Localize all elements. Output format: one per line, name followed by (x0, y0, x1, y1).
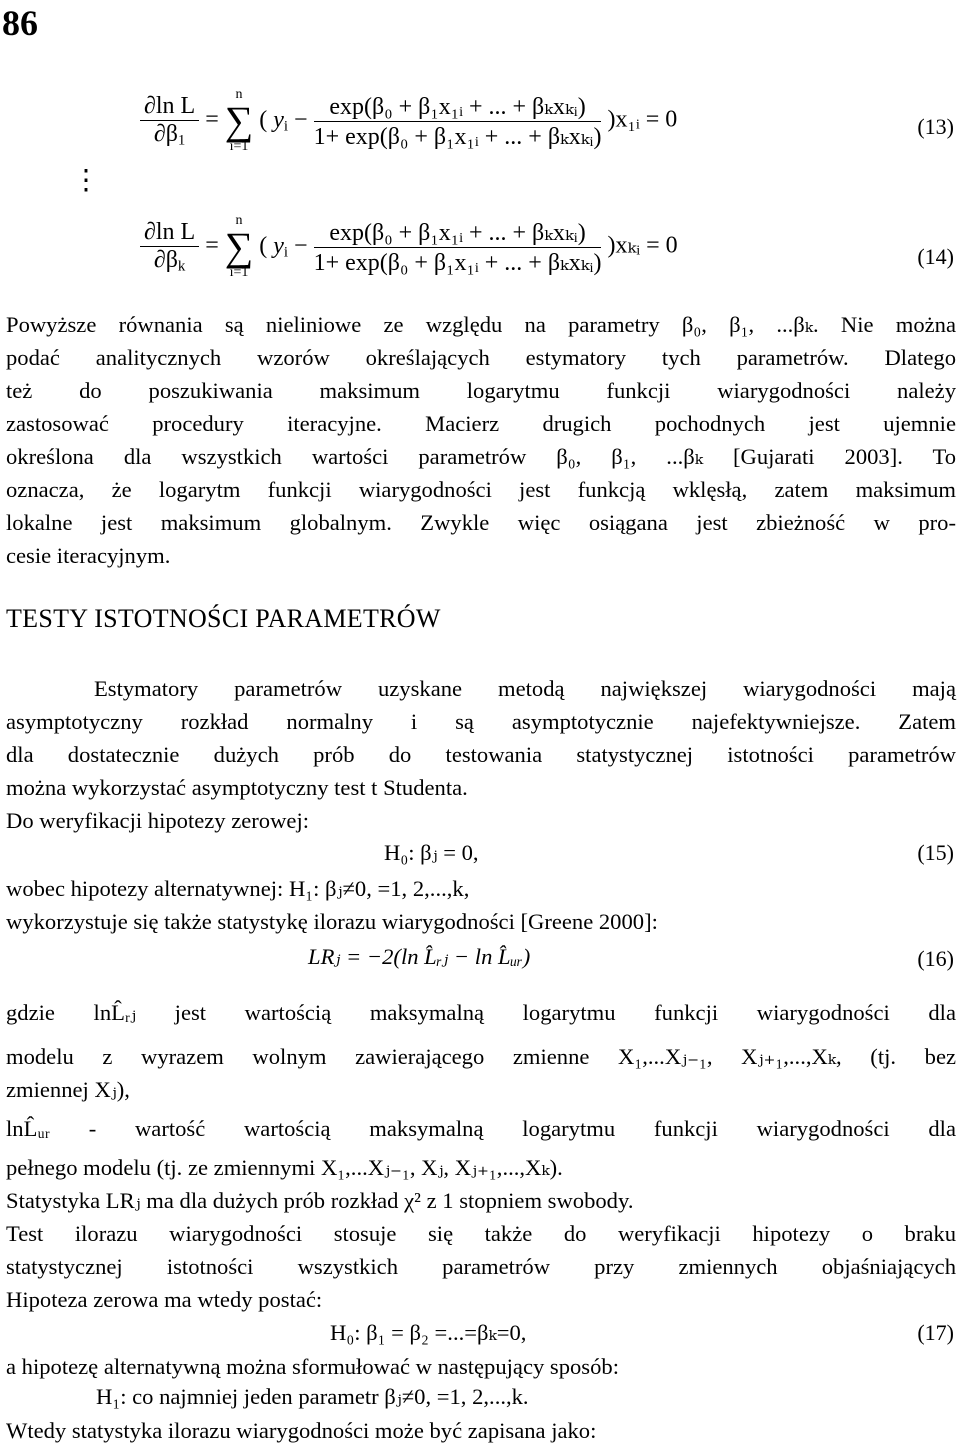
para3-line-5: pełnego modelu (tj. ze zmiennymi X₁,...Xⱼ₋₁, Xⱼ, Xⱼ₊₁,...,Xₖ). (6, 1155, 563, 1180)
para3-line-9: Hipoteza zerowa ma wtedy postać: (6, 1287, 323, 1312)
eq13-lhs: $\frac{\text{∂ln L}}{\partial\beta_1}$ (140, 93, 199, 150)
para3-line-2: modelu z wyrazem wolnym zawierającego zmienne X₁,...Xⱼ₋₁, Xⱼ₊₁,...,Xₖ, (tj. bez (6, 1044, 956, 1069)
para3-line-7: Test ilorazu wiarygodności stosuje się także do weryfikacji hipotezy o braku (6, 1221, 956, 1246)
para1-line-4: zastosować procedury iteracyjne. Macierz drugich pochodnych jest ujemnie (6, 411, 956, 436)
para1-line-5: określona dla wszystkich wartości parametrów β₀, β₁, ...βₖ [Gujarati 2003]. To (6, 444, 956, 469)
para1-line-8: cesie iteracyjnym. (6, 543, 171, 568)
eq13-number: (13) (917, 114, 954, 139)
vertical-ellipsis: ⋮ (72, 165, 100, 196)
para2-line-2: asymptotyczny rozkład normalny i są asymptotycznie najefektywniejsze. Zatem (6, 709, 956, 734)
para1-line-7: lokalne jest maksimum globalnym. Zwykle więc osiągana jest zbieżność w pro- (6, 510, 956, 535)
para1-line-2: podać analitycznych wzorów określających estymatory tych parametrów. Dlatego (6, 345, 956, 370)
line-alternative: a hipotezę alternatywną można sformułować w następujący sposób: (6, 1354, 619, 1379)
para1-line-1: Powyższe równania są nieliniowe ze względu na parametry β₀, β₁, ...βₖ. Nie można (6, 312, 956, 337)
para3-line-3: zmiennej Xⱼ), (6, 1077, 130, 1102)
equation-13: $\frac{\text{∂ln L}}{\partial\beta_1}$ = n ∑ i=1 ( $y_i$ − $\frac{\text{exp(β₀ + β₁x₁ᵢ + ... + βₖxₖᵢ)}}{\text{1+ exp(β₀ + β₁x₁ᵢ + ... + βₖxₖᵢ)}}$ )x₁ᵢ = 0 (13) (0, 88, 960, 178)
para1-line-6: oznacza, że logarytm funkcji wiarygodności jest funkcją wklęsłą, zatem maksimum (6, 477, 956, 502)
equation-14: $\frac{\text{∂ln L}}{\partial\beta_k}$ = n ∑ i=1 ( $y_i$ − $\frac{\text{exp(β₀ + β₁x₁ᵢ + ... + βₖxₖᵢ)}}{\text{1+ exp(β₀ + β₁x₁ᵢ + ... + βₖxₖᵢ)}}$ )xₖᵢ = 0 (14) (0, 214, 960, 304)
eq14-lhs: $\frac{\text{∂ln L}}{\partial\beta_k}$ (140, 219, 199, 276)
eq14-inner-fraction: $\frac{\text{exp(β₀ + β₁x₁ᵢ + ... + βₖxₖᵢ)}}{\text{1+ exp(β₀ + β₁x₁ᵢ + ... + βₖxₖᵢ)}}$ (313, 219, 602, 276)
eq13-inner-fraction: $\frac{\text{exp(β₀ + β₁x₁ᵢ + ... + βₖxₖᵢ)}}{\text{1+ exp(β₀ + β₁x₁ᵢ + ... + βₖxₖᵢ)}}$ (313, 93, 602, 150)
para3-line-4: lnL̂ᵤᵣ - wartość wartością maksymalną logarytmu funkcji wiarygodności dla (6, 1116, 956, 1141)
para3-line-1: gdzie lnL̂ᵣⱼ jest wartością maksymalną logarytmu funkcji wiarygodności dla (6, 1000, 956, 1025)
section-heading: TESTY ISTOTNOŚCI PARAMETRÓW (6, 604, 441, 633)
para3-line-8: statystycznej istotności wszystkich parametrów przy zmiennych objaśniających (6, 1254, 956, 1279)
eq16-number: (16) (917, 946, 954, 971)
line-do-weryfikacji: Do weryfikacji hipotezy zerowej: (6, 808, 310, 833)
eq17-number: (17) (917, 1320, 954, 1345)
line-h1: H₁: co najmniej jeden parametr βⱼ≠0, =1, 2,...,k. (96, 1384, 529, 1409)
para2-line-1: Estymatory parametrów uzyskane metodą największej wiarygodności mają (94, 676, 956, 701)
equation-17: H₀: β₁ = β₂ =...=βₖ=0, (330, 1320, 527, 1345)
equation-16: LRⱼ = −2(ln L̂ᵣⱼ − ln L̂ᵤᵣ) (308, 944, 531, 969)
sum-symbol: n ∑ i=1 (224, 213, 254, 280)
equation-15: H₀: βⱼ = 0, (384, 840, 479, 865)
eq15-number: (15) (917, 840, 954, 865)
line-wobec: wobec hipotezy alternatywnej: H₁: βⱼ≠0, =1, 2,...,k, (6, 876, 470, 901)
para3-line-6: Statystyka LRⱼ ma dla dużych prób rozkład χ² z 1 stopniem swobody. (6, 1188, 634, 1213)
para2-line-3: dla dostatecznie dużych prób do testowania statystycznej istotności parametrów (6, 742, 956, 767)
sum-symbol: n ∑ i=1 (224, 87, 254, 154)
para1-line-3: też do poszukiwania maksimum logarytmu funkcji wiarygodności należy (6, 378, 956, 403)
line-wykorzystuje: wykorzystuje się także statystykę ilorazu wiarygodności [Greene 2000]: (6, 909, 658, 934)
para2-line-4: można wykorzystać asymptotyczny test t Studenta. (6, 775, 468, 800)
eq14-number: (14) (917, 244, 954, 269)
line-last: Wtedy statystyka ilorazu wiarygodności może być zapisana jako: (6, 1418, 597, 1443)
page-number: 86 (2, 3, 38, 43)
